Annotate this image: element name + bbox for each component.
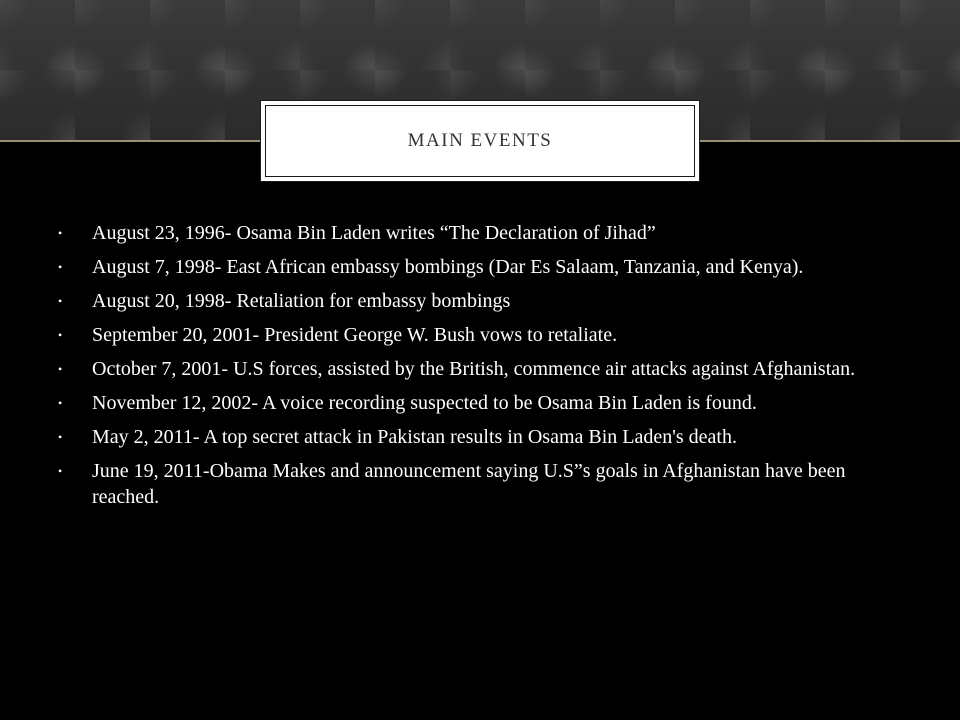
list-item [58, 220, 908, 246]
list-item-text: May 2, 2011- A top secret attack in Pakistan results in Osama Bin Laden's death. [92, 426, 737, 448]
list-item [58, 458, 908, 510]
list-item-text: September 20, 2001- President George W. Bush vows to retaliate. [92, 324, 618, 346]
list-item-text: November 12, 2002- A voice recording suspected to be Osama Bin Laden is found. [92, 392, 757, 414]
bullet-icon: • [58, 464, 63, 478]
bullet-icon: • [58, 328, 63, 342]
bullet-icon: • [58, 396, 63, 410]
title-inner-frame [265, 105, 695, 177]
list-item [58, 356, 908, 382]
list-item-text: October 7, 2001- U.S forces, assisted by the British, commence air attacks against Afghanistan. [92, 358, 856, 380]
list-item-text: August 23, 1996- Osama Bin Laden writes “The Declaration of Jihad” [92, 222, 656, 244]
list-item-text: August 20, 1998- Retaliation for embassy bombings [92, 290, 511, 312]
title-box [260, 100, 700, 182]
list-item [58, 254, 908, 280]
slide-title: MAIN EVENTS [407, 130, 553, 151]
bullet-icon: • [58, 294, 63, 308]
bullet-icon: • [58, 362, 63, 376]
list-item [58, 390, 908, 416]
bullet-list [58, 220, 908, 518]
list-item-text: August 7, 1998- East African embassy bombings (Dar Es Salaam, Tanzania, and Kenya). [92, 256, 804, 278]
list-item [58, 288, 908, 314]
bullet-icon: • [58, 226, 63, 240]
bullet-icon: • [58, 260, 63, 274]
list-item [58, 424, 908, 450]
bullet-icon: • [58, 430, 63, 444]
list-item-text: June 19, 2011-Obama Makes and announcement saying U.S”s goals in Afghanistan have been reached. [92, 460, 846, 508]
list-item [58, 322, 908, 348]
